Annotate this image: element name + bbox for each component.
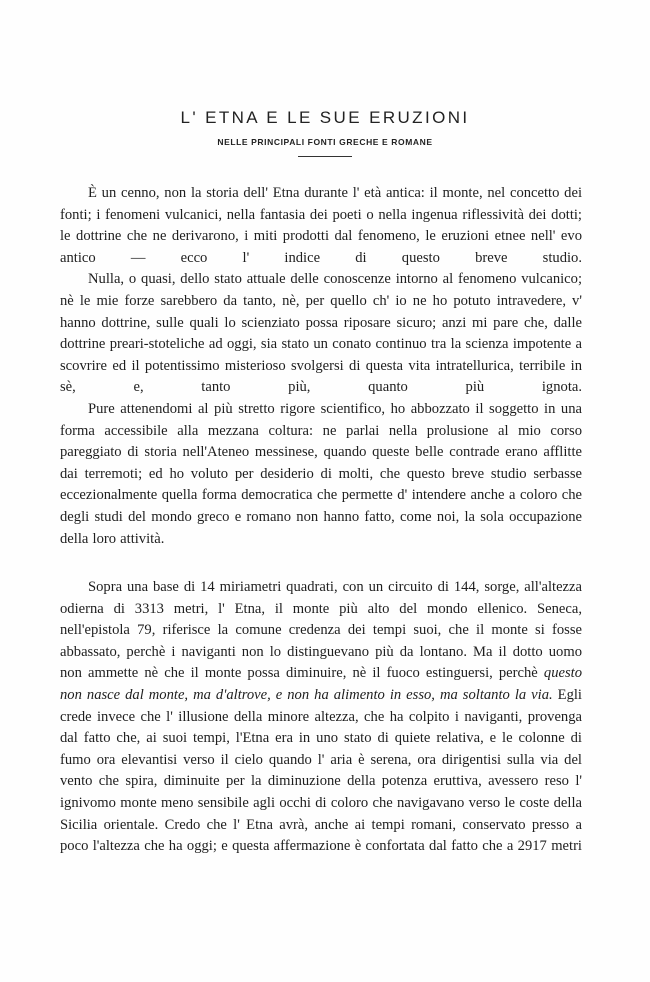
section-gap: [60, 550, 582, 577]
chapter-title: L' ETNA E LE SUE ERUZIONI: [180, 108, 470, 127]
paragraph-4-quote: questo non nasce dal monte, ma d'altrove, e non ha alimento in esso, ma soltanto la via.: [60, 665, 582, 704]
body-text: [60, 183, 582, 858]
paragraph-2-text: Nulla, o quasi, dello stato attuale delle conoscenze intorno al fenomeno vulcanico; nè le mie forze sarebbero da tanto, nè, per quello ch' io ne ho potuto intravedere, v' hanno dottrine, sulle quali lo scienziato possa riposare sicuro; anzi mi pare che, dalle dottrine preari-stoteliche ad oggi, sia stato un conato continuo tra la scienza impotente a scovrire ed il potentissimo misterioso svolgersi di questa vita intratellurica, terribile in sè, e, tanto più, quanto più ignota.: [60, 271, 582, 396]
title-divider: [298, 156, 352, 157]
paragraph-4-text-a: Sopra una base di 14 miriametri quadrati, con un circuito di 144, sorge, all'altezza odierna di 3313 metri, l' Etna, il monte più alto del mondo ellenico. Seneca, nell'epistola 79, riferisce la comune credenza dei tempi suoi, che il monte si fosse abbassato, perchè i naviganti non lo distinguevano più da lontano. Ma il dotto uomo non ammette nè che il monte possa diminuire, nè il fuoco estinguersi, perchè: [60, 579, 582, 682]
paragraph-3-text: Pure attenendomi al più stretto rigore scientifico, ho abbozzato il soggetto in una forma accessibile alla mezzana coltura: ne parlai nella prolusione al mio corso pareggiato di storia nell'Ateneo messinese, quando queste belle contrade erano afflitte dai terremoti; ed ho voluto per desiderio di molti, che questo breve studio serbasse eccezionalmente quella forma democratica che permette d' intendere anche a coloro che degli studi del mondo greco e romano non hanno fatto, come noi, la sola occupazione della loro attività.: [60, 400, 582, 547]
paragraph-1: [60, 183, 582, 269]
chapter-subtitle: NELLE PRINCIPALI FONTI GRECHE E ROMANE: [217, 137, 433, 147]
paragraph-3: [60, 399, 582, 550]
paragraph-1-text: È un cenno, non la storia dell' Etna durante l' età antica: il monte, nel concetto dei fonti; i fenomeni vulcanici, nella fantasia dei poeti o nella ingenua riflessività dei dotti; le dottrine che ne derivarono, i miti prodotti dal fenomeno, le eruzioni etnee nell' evo antico — ecco l' indice di questo breve studio.: [60, 185, 582, 266]
paragraph-2: [60, 269, 582, 399]
paragraph-4: [60, 577, 582, 858]
paragraph-4-text-b: Egli crede invece che l' illusione della minore altezza, che ha colpito i naviganti, provenga dal fatto che, ai suoi tempi, l'Etna era in uno stato di quiete relativa, e le colonne di fumo ora elevantisi verso il cielo quando l' aria è serena, ora dirigentisi sulla via del vento che spira, diminuite per la diminuzione della potenza eruttiva, avessero reso l' ignivomo monte meno sensibile agli occhi di coloro che navigavano verso le coste della Sicilia orientale. Credo che l' Etna avrà, anche ai tempi romani, conservato presso a poco l'altezza che ha oggi; e questa affermazione è confortata dal fatto che a 2917 metri: [60, 687, 582, 855]
